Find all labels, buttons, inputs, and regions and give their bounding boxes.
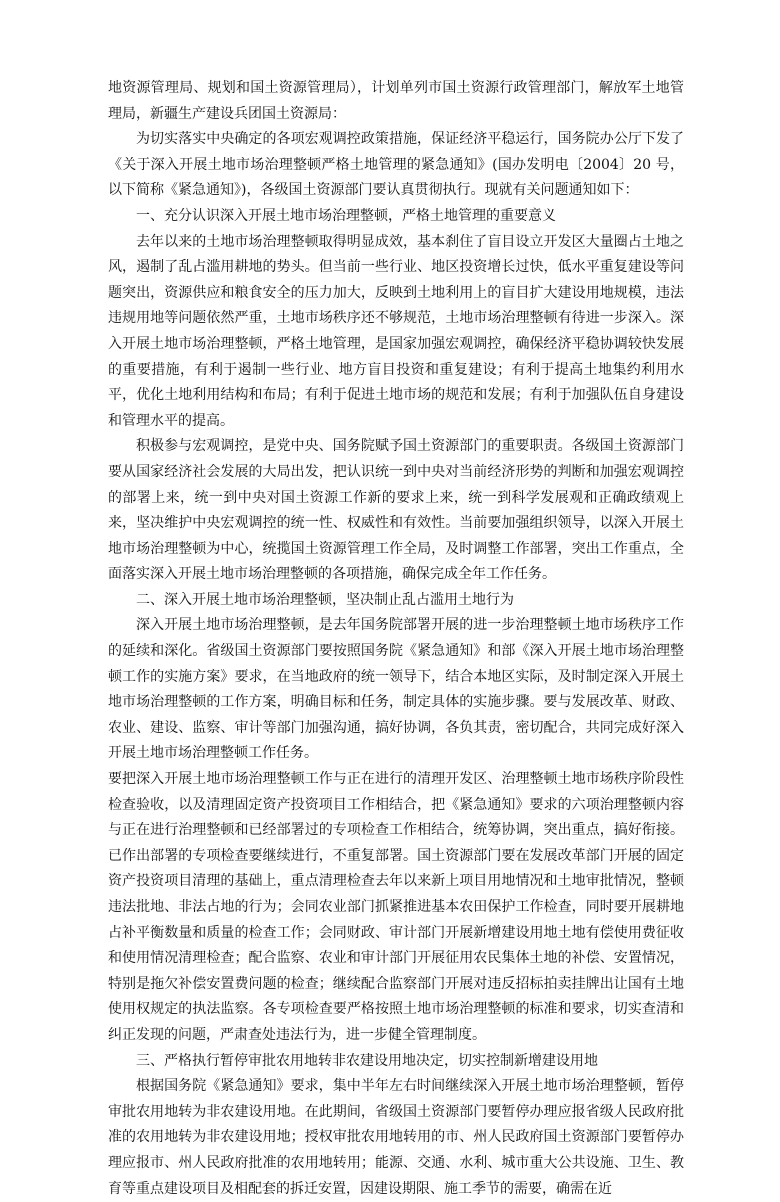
paragraph-addressees: 地资源管理局、规划和国土资源管理局），计划单列市国土资源行政管理部门，解放军土地管理局，新疆生产建设兵团国土资源局：: [108, 80, 684, 122]
paragraph-section2-a: 深入开展土地市场治理整顿，是去年国务院部署开展的进一步治理整顿土地市场秩序工作的延续和深化。省级国土资源部门要按照国务院《紧急通知》和部《深入开展土地市场治理整顿工作的实施方案》要求，在当地政府的统一领导下，结合本地区实际，及时制定深入开展土地市场治理整顿的工作方案，明确目标和任务，制定具体的实施步骤。要与发展改革、财政、农业、建设、监察、审计等部门加强沟通，搞好协调，各负其责，密切配合，共同完成好深入开展土地市场治理整顿工作任务。: [108, 617, 684, 762]
section-heading-3: 三、严格执行暂停审批农用地转非农建设用地决定，切实控制新增建设用地: [136, 1052, 598, 1069]
section-heading-1: 一、充分认识深入开展土地市场治理整顿，严格土地管理的重要意义: [136, 207, 556, 224]
document-body: [108, 76, 684, 1202]
paragraph-section2-b: 要把深入开展土地市场治理整顿工作与正在进行的清理开发区、治理整顿土地市场秩序阶段性检查验收，以及清理固定资产投资项目工作相结合，把《紧急通知》要求的六项治理整顿内容与正在进行治理整顿和已经部署过的专项检查工作相结合，统筹协调，突出重点，搞好衔接。已作出部署的专项检查要继续进行，不重复部署。国土资源部门要在发展改革部门开展的固定资产投资项目清理的基础上，重点清理检查去年以来新上项目用地情况和土地审批情况，整顿违法批地、非法占地的行为；会同农业部门抓紧推进基本农田保护工作检查，同时要开展耕地占补平衡数量和质量的检查工作；会同财政、审计部门开展新增建设用地土地有偿使用费征收和使用情况清理检查；配合监察、农业和审计部门开展征用农民集体土地的补偿、安置情况，特别是拖欠补偿安置费问题的检查；继续配合监察部门开展对违反招标拍卖挂牌出让国有土地使用权规定的执法监察。各专项检查要严格按照土地市场治理整顿的标准和要求，切实查清和纠正发现的问题，严肃查处违法行为，进一步健全管理制度。: [108, 771, 684, 1043]
paragraph-section1-a: 去年以来的土地市场治理整顿取得明显成效，基本刹住了盲目设立开发区大量圈占土地之风，遏制了乱占滥用耕地的势头。但当前一些行业、地区投资增长过快，低水平重复建设等问题突出，资源供应和粮食安全的压力加大，反映到土地利用上的盲目扩大建设用地规模，违法违规用地等问题依然严重，土地市场秩序还不够规范，土地市场治理整顿有待进一步深入。深入开展土地市场治理整顿，严格土地管理，是国家加强宏观调控，确保经济平稳协调较快发展的重要措施，有利于遏制一些行业、地方盲目投资和重复建设；有利于提高土地集约利用水平，优化土地利用结构和布局；有利于促进土地市场的规范和发展；有利于加强队伍自身建设和管理水平的提高。: [108, 233, 684, 429]
section-heading-2: 二、深入开展土地市场治理整顿，坚决制止乱占滥用土地行为: [136, 591, 514, 608]
paragraph-section1-b: 积极参与宏观调控，是党中央、国务院赋予国土资源部门的重要职责。各级国土资源部门要从国家经济社会发展的大局出发，把认识统一到中央对当前经济形势的判断和加强宏观调控的部署上来，统一到中央对国土资源工作新的要求上来，统一到科学发展观和正确政绩观上来，坚决维护中央宏观调控的统一性、权威性和有效性。当前要加强组织领导，以深入开展土地市场治理整顿为中心，统揽国土资源管理工作全局，及时调整工作部署，突出工作重点，全面落实深入开展土地市场治理整顿的各项措施，确保完成全年工作任务。: [108, 438, 684, 583]
paragraph-section3-a: 根据国务院《紧急通知》要求，集中半年左右时间继续深入开展土地市场治理整顿，暂停审批农用地转为非农建设用地。在此期间，省级国土资源部门要暂停办理应报省级人民政府批准的农用地转为非农建设用地；授权审批农用地转用的市、州人民政府国土资源部门要暂停办理应报市、州人民政府批准的农用地转用；能源、交通、水利、城市重大公共设施、卫生、教育等重点建设项目及相配套的拆迁安置，因建设期限、施工季节的需要，确需在近: [108, 1078, 684, 1197]
paragraph-intro: 为切实落实中央确定的各项宏观调控政策措施，保证经济平稳运行，国务院办公厅下发了《关于深入开展土地市场治理整顿严格土地管理的紧急通知》(国办发明电〔2004〕20 号，以下简称《紧急通知》)，各级国土资源部门要认真贯彻执行。现就有关问题通知如下：: [108, 131, 684, 199]
